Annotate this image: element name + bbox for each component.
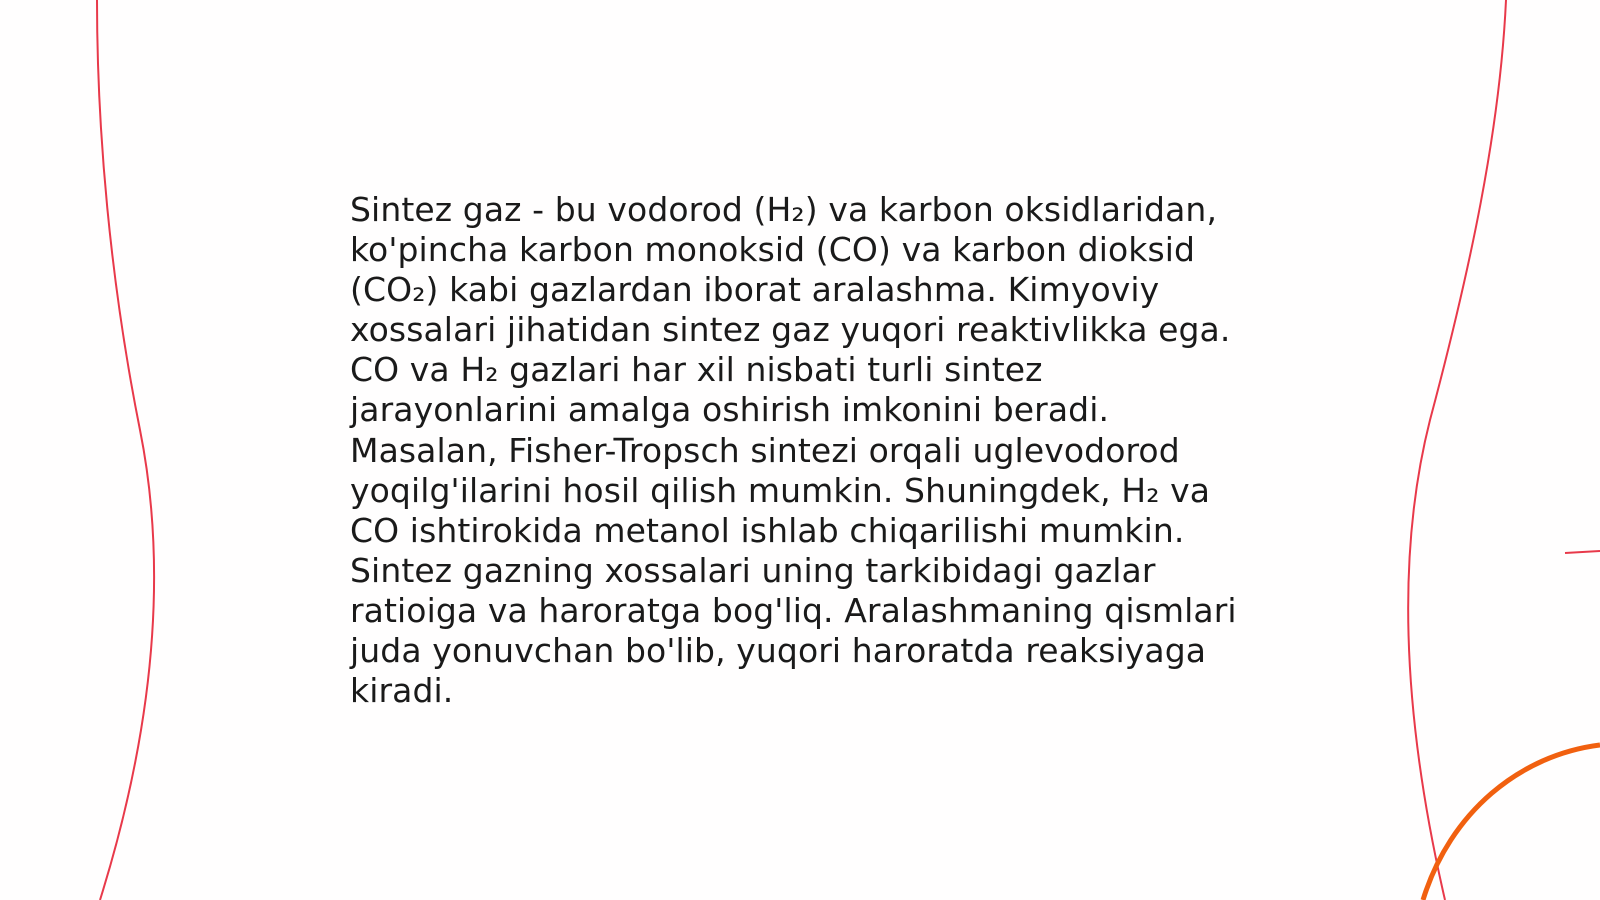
slide-body-text: Sintez gaz - bu vodorod (H₂) va karbon oksidlaridan, ko'pincha karbon monoksid (CO) va karbon dioksid (CO₂) kabi gazlardan iborat aralashma. Kimyoviy xossalari jihatidan sintez gaz yuqori reaktivlikka ega. CO va H₂ gazlari har xil nisbati turli sintez jarayonlarini amalga oshirish imkonini beradi. Masalan, Fisher-Tropsch sintezi orqali uglevodorod yoqilg'ilarini hosil qilish mumkin. Shuningdek, H₂ va CO ishtirokida metanol ishlab chiqarilishi mumkin. Sintez gazning xossalari uning tarkibidagi gazlar ratioiga va haroratga bog'liq. Aralashmaning qismlari juda yonuvchan bo'lib, yuqori haroratda reaksiyaga kiradi. xyxy=(350,190,1248,711)
left-arc-decoration xyxy=(97,0,154,900)
right-tick-decoration xyxy=(1565,551,1600,553)
right-arc-decoration xyxy=(1408,0,1506,900)
bottom-right-arc-decoration xyxy=(1423,745,1600,900)
